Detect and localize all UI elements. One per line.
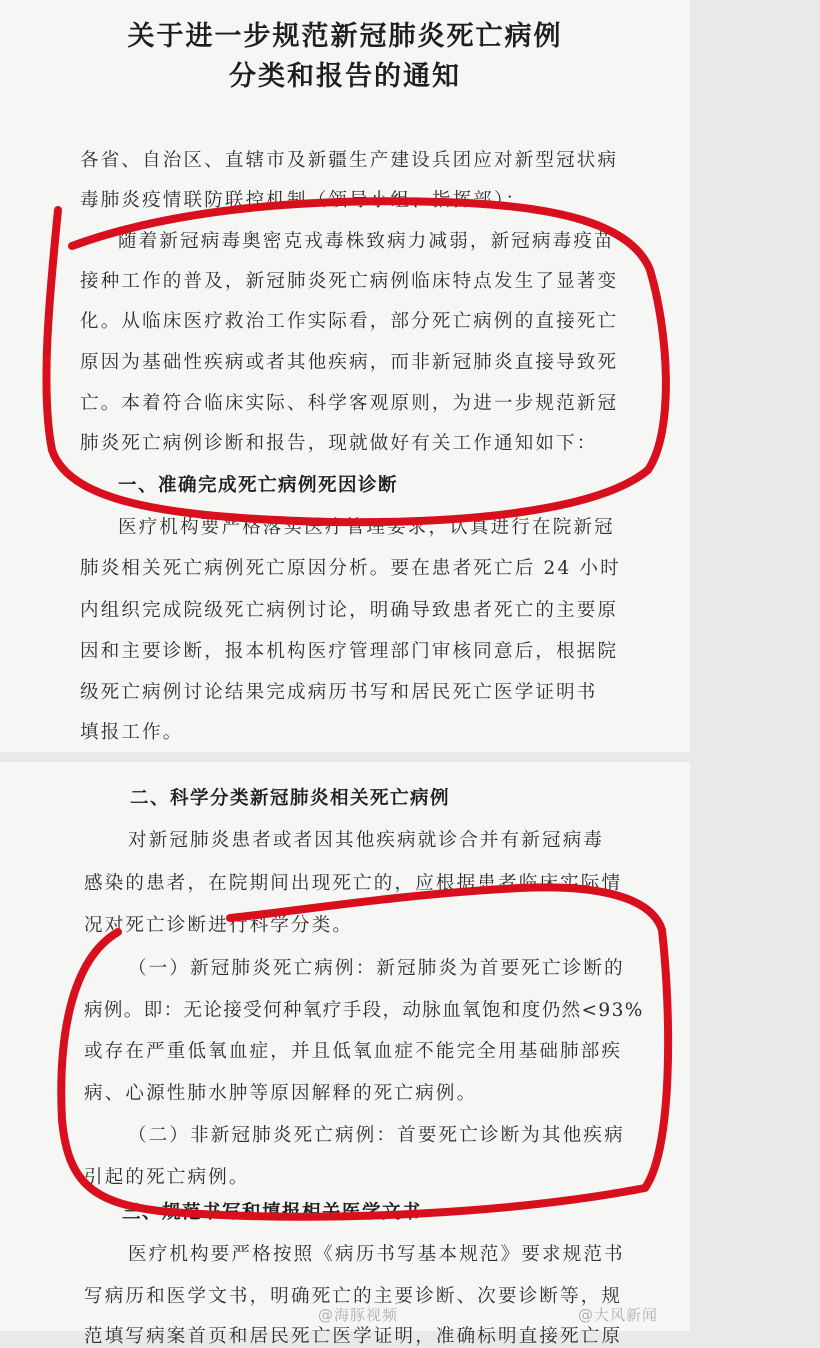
intro-line-3: 化。从临床医疗救治工作实际看，部分死亡病例的直接死亡 — [80, 311, 619, 332]
section-2-line-2: 感染的患者，在院期间出现死亡的，应根据患者临床实际情 — [84, 873, 623, 894]
section-3-heading: 三、规范书写和填报相关医学文书 — [122, 1202, 423, 1223]
section-3-line-2: 写病历和医学文书，明确死亡的主要诊断、次要诊断等，规 — [84, 1286, 623, 1307]
watermark-left: @海豚视频 — [318, 1306, 399, 1324]
watermark-right: @大风新闻 — [578, 1306, 659, 1324]
section-2-line-1: 对新冠肺炎患者或者因其他疾病就诊合并有新冠病毒 — [128, 830, 605, 851]
section-3-line-3: 范填写病案首页和居民死亡医学证明，准确标明直接死亡原 — [84, 1326, 623, 1347]
document-title-line-2: 分类和报告的通知 — [229, 61, 461, 92]
section-1-heading: 一、准确完成死亡病例死因诊断 — [118, 475, 399, 496]
section-2-heading: 二、科学分类新冠肺炎相关死亡病例 — [130, 788, 451, 809]
document-page-1 — [0, 0, 690, 752]
document-page-2 — [0, 762, 690, 1347]
intro-line-6: 肺炎死亡病例诊断和报告，现就做好有关工作通知如下： — [80, 433, 598, 454]
addressee-line-1: 各省、自治区、直辖市及新疆生产建设兵团应对新型冠状病 — [80, 150, 619, 171]
section-2-item-1-line-1: （一）新冠肺炎死亡病例：新冠肺炎为首要死亡诊断的 — [128, 958, 625, 979]
intro-line-5: 亡。本着符合临床实际、科学客观原则，为进一步规范新冠 — [80, 393, 619, 414]
section-2-item-1-line-4: 病、心源性肺水肿等原因解释的死亡病例。 — [84, 1083, 478, 1104]
section-1-line-1: 医疗机构要严格落实医疗管理要求，认真进行在院新冠 — [118, 517, 615, 538]
section-1-line-3: 内组织完成院级死亡病例讨论，明确导致患者死亡的主要原 — [80, 600, 619, 621]
section-1-line-6: 填报工作。 — [80, 722, 184, 743]
section-2-item-2-line-2: 引起的死亡病例。 — [84, 1167, 250, 1188]
section-1-line-2: 肺炎相关死亡病例死亡原因分析。要在患者死亡后 24 小时 — [80, 558, 621, 579]
intro-line-4: 原因为基础性疾病或者其他疾病，而非新冠肺炎直接导致死 — [80, 352, 619, 373]
intro-line-1: 随着新冠病毒奥密克戎毒株致病力减弱，新冠病毒疫苗 — [118, 231, 615, 252]
section-1-line-4: 因和主要诊断，报本机构医疗管理部门审核同意后，根据院 — [80, 641, 619, 662]
section-3-line-1: 医疗机构要严格按照《病历书写基本规范》要求规范书 — [128, 1244, 625, 1265]
intro-line-2: 接种工作的普及，新冠肺炎死亡病例临床特点发生了显著变 — [80, 271, 619, 292]
document-title-line-1: 关于进一步规范新冠肺炎死亡病例 — [127, 21, 563, 52]
addressee-line-2: 毒肺炎疫情联防联控机制（领导小组、指挥部）： — [80, 190, 527, 211]
section-2-item-2-line-1: （二）非新冠肺炎死亡病例：首要死亡诊断为其他疾病 — [128, 1125, 625, 1146]
section-2-item-1-line-3: 或存在严重低氧血症，并且低氧血症不能完全用基础肺部疾 — [84, 1041, 623, 1062]
section-1-line-5: 级死亡病例讨论结果完成病历书写和居民死亡医学证明书 — [80, 682, 598, 703]
section-2-item-1-line-2: 病例。即：无论接受何种氧疗手段，动脉血氧饱和度仍然<93% — [84, 1000, 644, 1021]
section-2-line-3: 况对死亡诊断进行科学分类。 — [84, 915, 354, 936]
